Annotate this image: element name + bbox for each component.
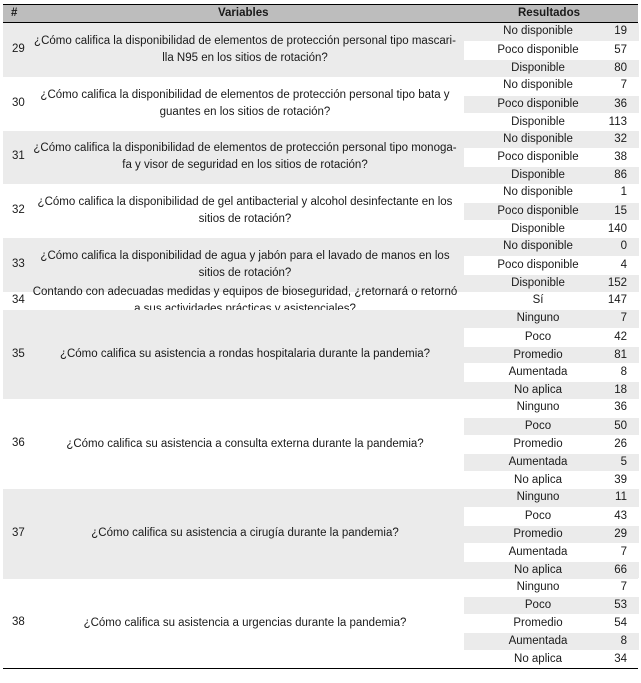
result-row [464, 220, 639, 238]
question-line: ¿Cómo califica la disponibilidad de gel antibacterial y alcohol desinfectante en los [37, 196, 453, 209]
result-value: 29 [614, 527, 627, 540]
question-line: ¿Cómo califica su asistencia a rondas hospitalaria durante la pandemia? [59, 348, 431, 361]
result-value: 8 [620, 366, 627, 379]
result-value: 38 [614, 151, 627, 164]
result-row [464, 41, 639, 59]
result-label: Disponible [511, 61, 565, 74]
question-line: ¿Cómo califica la disponibilidad de elementos de protección personal tipo mascari- [34, 34, 456, 47]
result-label: Poco disponible [497, 97, 579, 110]
question-line: ¿Cómo califica la disponibilidad de agua y jabón para el lavado de manos en los [40, 249, 450, 262]
result-value: 4 [620, 258, 627, 271]
question-number: 37 [12, 526, 25, 539]
result-label: Disponible [511, 276, 565, 289]
group-row [3, 489, 638, 579]
question-text [29, 346, 461, 363]
result-value: 26 [614, 438, 627, 451]
result-label: Poco [524, 509, 552, 522]
result-row [464, 292, 639, 310]
result-row [464, 650, 639, 668]
result-value: 15 [614, 205, 627, 218]
question-line: fa y visor de seguridad en los sitios de rotación? [122, 159, 368, 172]
result-label: No disponible [503, 240, 573, 253]
result-row [464, 23, 639, 41]
result-row [464, 507, 639, 525]
group-row [3, 77, 638, 131]
result-row [464, 579, 639, 597]
result-row [464, 399, 639, 417]
result-row [464, 274, 639, 292]
result-label: Aumentada [508, 366, 568, 379]
result-label: Aumentada [508, 635, 568, 648]
question-number: 32 [12, 204, 25, 217]
result-row [464, 596, 639, 614]
result-value: 54 [614, 617, 627, 630]
result-label: Poco disponible [497, 258, 579, 271]
result-label: Aumentada [508, 545, 568, 558]
question-text [29, 194, 461, 228]
question-line: ¿Cómo califica la disponibilidad de elementos de protección personal tipo bata y [40, 88, 450, 101]
group-row [3, 310, 638, 400]
result-label: Disponible [511, 223, 565, 236]
result-value: 80 [614, 61, 627, 74]
result-row [464, 525, 639, 543]
result-label: Poco disponible [497, 205, 579, 218]
question-number: 38 [12, 616, 25, 629]
result-value: 50 [614, 420, 627, 433]
result-label: Disponible [511, 115, 565, 128]
result-row [464, 184, 639, 202]
result-value: 57 [614, 43, 627, 56]
question-number: 36 [12, 437, 25, 450]
result-value: 113 [608, 115, 627, 128]
result-row [464, 77, 639, 95]
result-value: 36 [614, 401, 627, 414]
result-label: Promedio [513, 438, 563, 451]
group-row [3, 399, 638, 489]
question-text [29, 140, 461, 174]
result-row [464, 614, 639, 632]
question-text [29, 615, 461, 632]
result-row [464, 256, 639, 274]
question-number: 35 [12, 347, 25, 360]
result-label: Poco [524, 420, 552, 433]
result-value: 36 [614, 97, 627, 110]
result-row [464, 632, 639, 650]
question-number: 29 [12, 42, 25, 55]
result-label: Poco [524, 330, 552, 343]
result-label: Promedio [513, 617, 563, 630]
question-line: guantes en los sitios de rotación? [159, 105, 331, 118]
result-row [464, 59, 639, 77]
result-row [464, 166, 639, 184]
result-value: 7 [620, 78, 627, 91]
result-value: 43 [614, 509, 627, 522]
question-number: 30 [12, 96, 25, 109]
result-label: Ninguno [516, 580, 560, 593]
result-label: No aplica [514, 384, 562, 397]
result-value: 152 [607, 276, 627, 289]
result-label: No disponible [503, 132, 573, 145]
question-line: sitios de rotación? [198, 213, 292, 226]
result-label: No aplica [514, 653, 562, 666]
group-row [3, 23, 638, 77]
question-line: ¿Cómo califica su asistencia a urgencias durante la pandemia? [83, 616, 407, 629]
question-line: ¿Cómo califica su asistencia a consulta externa durante la pandemia? [66, 437, 424, 450]
result-row [464, 561, 639, 579]
result-value: 7 [620, 311, 627, 324]
result-row [464, 148, 639, 166]
header-results: Resultados [518, 7, 580, 19]
result-label: Ninguno [516, 401, 560, 414]
result-value: 11 [615, 490, 627, 503]
result-value: 140 [607, 223, 627, 236]
question-line: ¿Cómo califica la disponibilidad de elementos de protección personal tipo monoga- [33, 142, 457, 155]
result-value: 66 [614, 563, 627, 576]
result-value: 39 [614, 473, 627, 486]
result-value: 86 [614, 169, 627, 182]
result-label: Disponible [511, 169, 565, 182]
result-row [464, 417, 639, 435]
group-row [3, 184, 638, 238]
result-label: Poco disponible [497, 151, 579, 164]
result-row [464, 381, 639, 399]
result-value: 0 [620, 240, 627, 253]
question-text [29, 525, 461, 542]
result-label: Ninguno [516, 490, 560, 503]
result-row [464, 202, 639, 220]
table-bottom-rule [3, 668, 638, 669]
result-value: 8 [620, 635, 627, 648]
question-line: ¿Cómo califica su asistencia a cirugía durante la pandemia? [91, 527, 399, 540]
result-row [464, 131, 639, 149]
group-row [3, 285, 638, 310]
result-row [464, 346, 639, 364]
header-number: # [11, 7, 18, 19]
question-line: Contando con adecuadas medidas y equipos de bioseguridad, ¿retornará o retornó [32, 285, 458, 298]
result-label: Promedio [513, 527, 563, 540]
table-header [3, 4, 638, 23]
result-label: No disponible [503, 25, 573, 37]
result-value: 7 [620, 580, 627, 593]
question-text [29, 33, 461, 67]
result-label: No aplica [514, 473, 562, 486]
question-text [29, 248, 461, 282]
result-row [464, 363, 639, 381]
result-row [464, 113, 639, 131]
result-label: Poco [524, 599, 552, 612]
question-text [29, 87, 461, 121]
result-value: 53 [614, 599, 627, 612]
question-number: 34 [12, 293, 25, 306]
result-row [464, 328, 639, 346]
result-label: Aumentada [508, 456, 568, 469]
result-label: No disponible [503, 186, 573, 199]
result-value: 7 [620, 545, 627, 558]
result-row [464, 310, 639, 328]
question-line: sitios de rotación? [198, 266, 292, 279]
result-value: 42 [614, 330, 627, 343]
group-row [3, 579, 638, 669]
question-number: 33 [12, 257, 25, 270]
result-row [464, 238, 639, 256]
result-row [464, 453, 639, 471]
result-value: 1 [620, 186, 627, 199]
result-label: No disponible [503, 78, 573, 91]
result-row [464, 489, 639, 507]
result-label: Promedio [513, 348, 563, 361]
result-label: Ninguno [516, 311, 560, 324]
question-text [29, 436, 461, 453]
result-value: 5 [620, 456, 627, 469]
result-value: 19 [614, 25, 627, 37]
result-value: 34 [614, 653, 627, 666]
header-variables: Variables [218, 7, 269, 19]
result-value: 18 [614, 384, 627, 397]
result-row [464, 95, 639, 113]
result-row [464, 471, 639, 489]
result-label: Sí [532, 293, 544, 306]
result-value: 32 [614, 132, 627, 145]
result-value: 147 [607, 293, 627, 306]
result-label: No aplica [514, 563, 562, 576]
question-number: 31 [12, 150, 25, 163]
question-line: lla N95 en los sitios de rotación? [162, 51, 328, 64]
group-row [3, 131, 638, 185]
result-row [464, 543, 639, 561]
result-row [464, 435, 639, 453]
result-label: Poco disponible [497, 43, 579, 56]
result-value: 81 [614, 348, 627, 361]
